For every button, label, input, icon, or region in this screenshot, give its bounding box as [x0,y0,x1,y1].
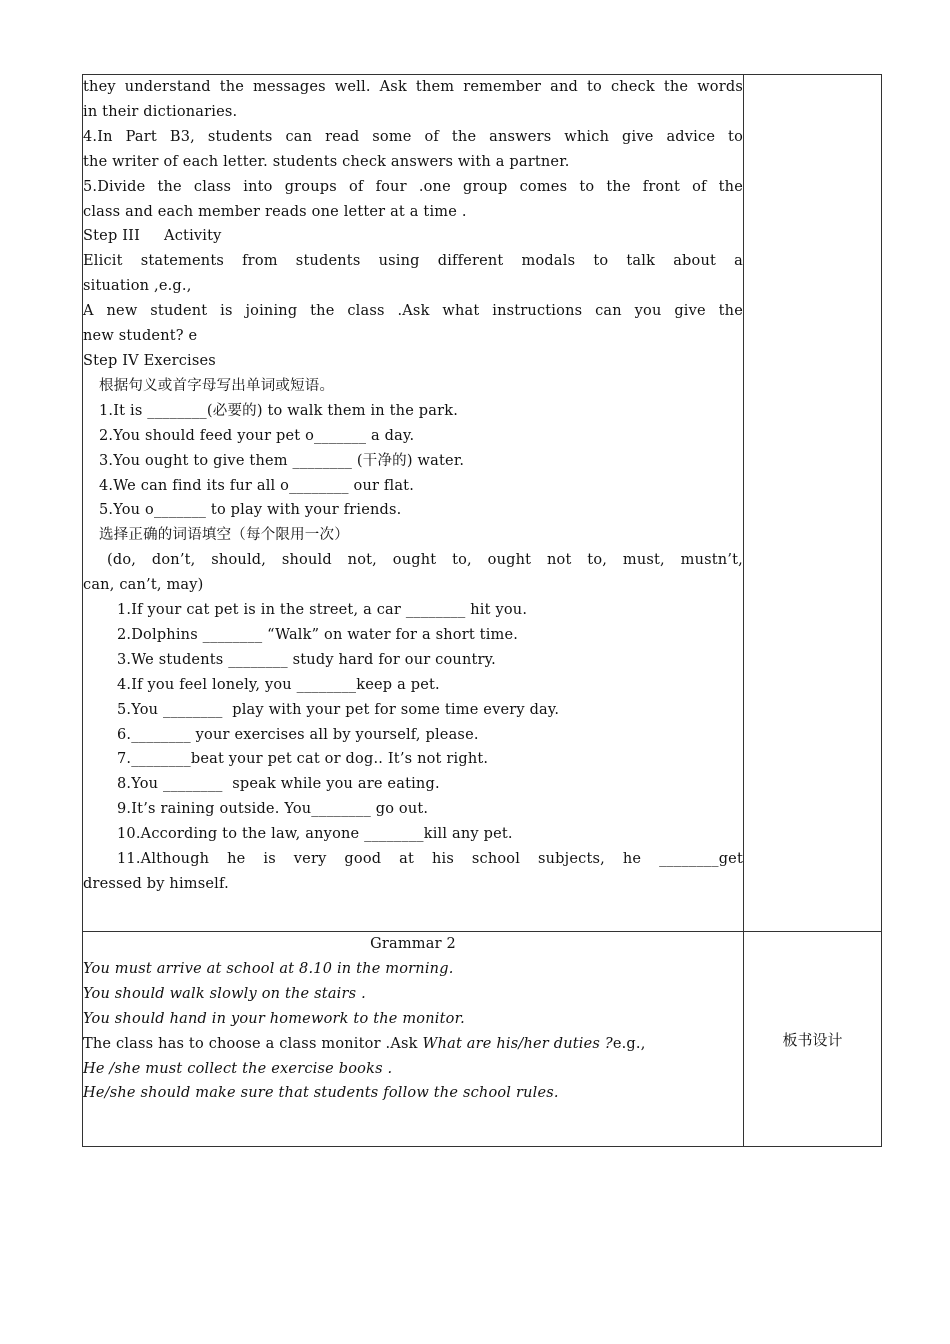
exercise2-item: 6.________ your exercises all by yourself, please. [117,726,479,743]
exercise1-item: 3.You ought to give them ________ (干净的) water. [99,452,465,469]
exercise2-item: 5.You ________ play with your pet for some time every day. [117,701,560,718]
notes-cell [744,75,882,932]
exercise2-options: (do, don’t, should, should not, ought to, ought not to, must, mustn’t, [107,552,743,569]
text-line: they understand the messages well. Ask them remember and to check the words [83,79,743,95]
exercise2-item: 2.Dolphins ________ “Walk” on water for a short time. [117,626,519,643]
procedure-row [83,75,882,932]
exercise2-item: dressed by himself. [83,876,229,892]
grammar-question-text: The class has to choose a class monitor .Ask [83,1035,423,1052]
exercise2-item: 9.It’s raining outside. You________ go out. [117,801,429,818]
step-heading: Step IV Exercises [83,352,216,369]
text-line: 5.Divide the class into groups of four .one group comes to the front of the [83,178,743,195]
exercise2-item: 7.________beat your pet cat or dog.. It’s not right. [117,751,489,768]
text-line: situation ,e.g., [83,278,192,295]
text-line: Elicit statements from students using different modals to talk about a [83,253,743,270]
grammar-cell [83,932,744,1147]
exercise2-title: 选择正确的词语填空（每个限用一次） [99,527,349,544]
exercise1-title: 根据句义或首字母写出单词或短语。 [99,377,335,394]
grammar-title: Grammar 2 [370,936,456,952]
grammar-question-italic: What are his/her duties ? [422,1035,613,1052]
text-line: class and each member reads one letter at a time . [83,203,467,220]
text-line: A new student is joining the class .Ask what instructions can you give the [83,303,743,320]
procedure-cell [83,75,744,932]
exercise1-item: 5.You o_______ to play with your friends. [99,502,402,519]
grammar-question [83,1032,743,1057]
grammar-example: He /she must collect the exercise books . [83,1060,393,1077]
exercise1-item: 4.We can find its fur all o________ our flat. [99,477,415,494]
exercise2-item: 3.We students ________ study hard for our country. [117,651,496,668]
exercise2-item: 1.If your cat pet is in the street, a car ________ hit you. [117,602,528,619]
exercise2-item: 8.You ________ speak while you are eating. [117,776,440,793]
grammar-example: He/she should make sure that students follow the school rules. [83,1085,559,1102]
grammar-example: You must arrive at school at 8.10 in the morning. [83,960,454,977]
grammar-example: You should hand in your homework to the monitor. [83,1010,465,1027]
exercise2-item: 4.If you feel lonely, you ________keep a pet. [117,676,440,693]
text-line: in their dictionaries. [83,103,238,120]
board-design-label: 板书设计 [782,1030,843,1049]
text-line: new student? e [83,328,198,345]
text-line: 4.In Part B3, students can read some of the answers which give advice to [83,128,743,145]
exercise2-item: 11.Although he is very good at his school subjects, he ________get [117,851,743,868]
board-design-cell [744,932,882,1147]
lesson-plan-table [82,74,882,1147]
grammar-example: You should walk slowly on the stairs . [83,985,366,1002]
exercise1-item: 2.You should feed your pet o_______ a day. [99,427,415,444]
step-heading: Step III Activity [83,228,222,245]
exercise1-item: 1.It is ________(必要的) to walk them in the park. [99,402,459,419]
exercise2-item: 10.According to the law, anyone ________kill any pet. [117,826,513,843]
grammar-question-tail: e.g., [612,1035,646,1052]
text-line: the writer of each letter. students check answers with a partner. [83,153,570,170]
grammar-row [83,932,882,1147]
exercise2-options: can, can’t, may) [83,577,204,594]
